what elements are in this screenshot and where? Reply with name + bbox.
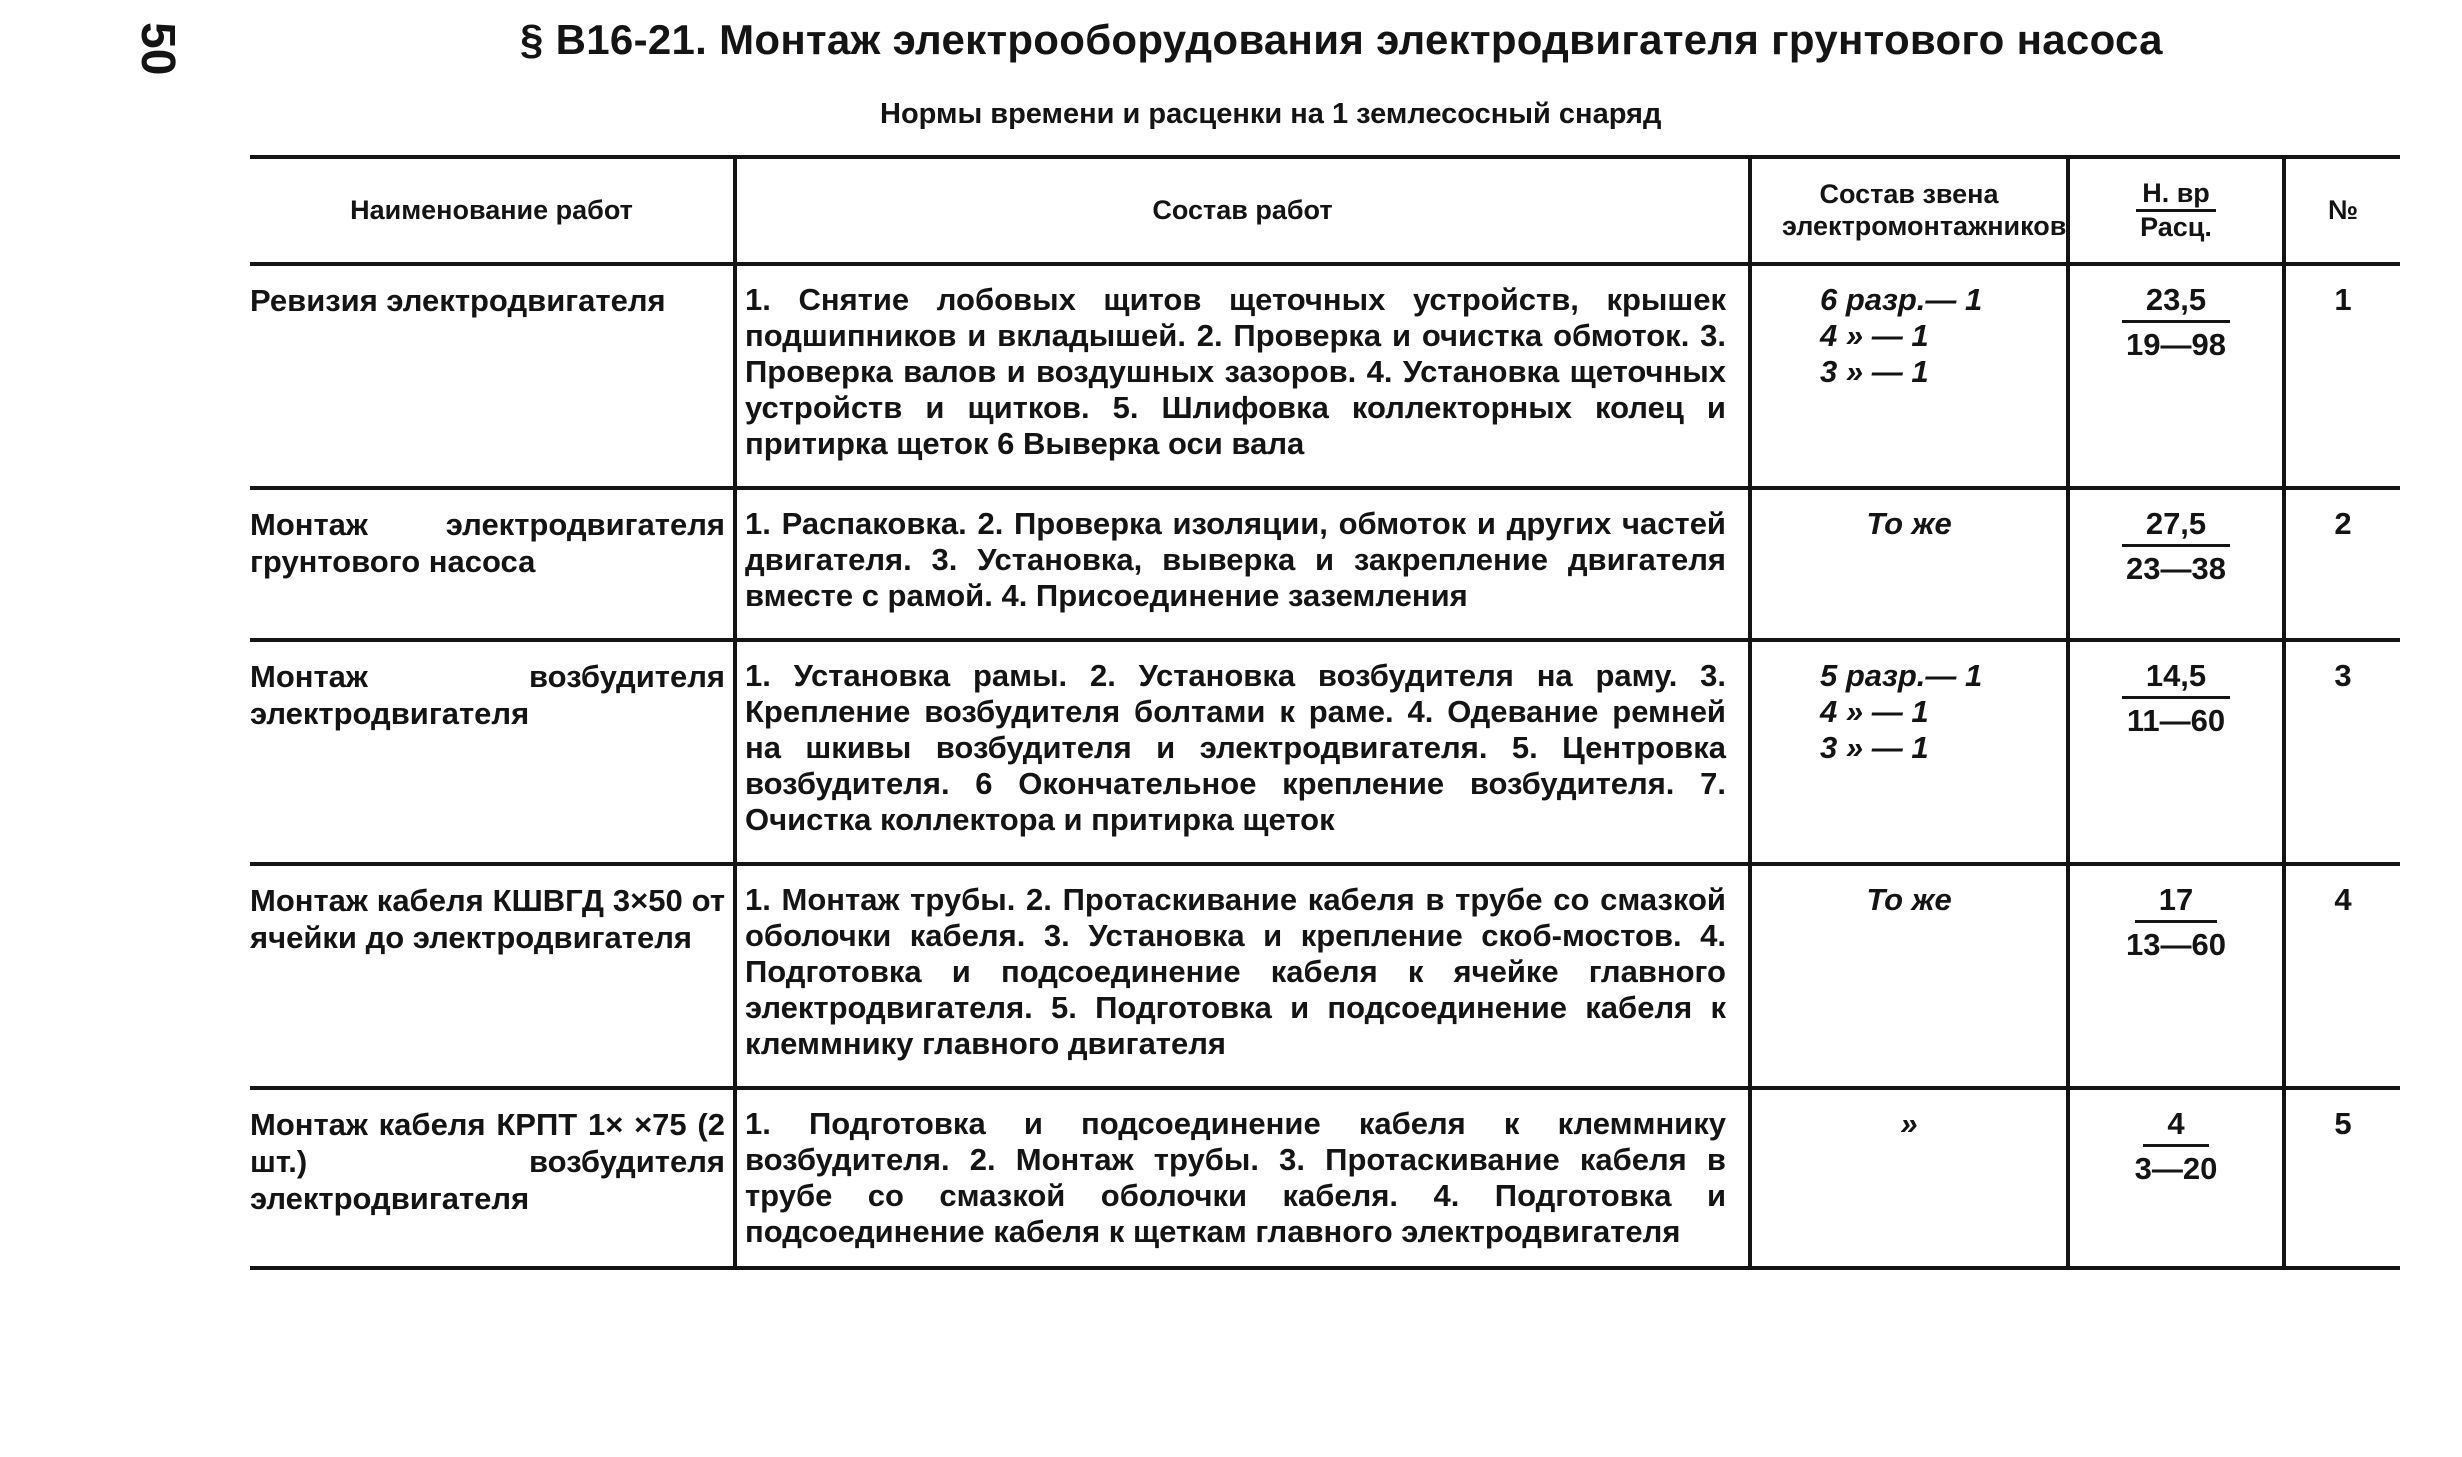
crew-line: 3 » — 1 <box>1820 730 1929 765</box>
work-name: Монтаж возбудителя электродвигателя <box>250 659 725 731</box>
row-number: 3 <box>2284 640 2400 864</box>
table-row <box>250 864 2400 1088</box>
norm-time-value: 23,5 <box>2122 282 2230 323</box>
work-name: Ревизия электродвигателя <box>250 283 666 318</box>
norm-time-value: 17 <box>2135 882 2217 923</box>
work-name: Монтаж кабеля КШВГД 3×50 от ячейки до электродвигателя <box>250 883 725 955</box>
rate-value: 13—60 <box>2126 927 2226 962</box>
crew-composition <box>1750 864 2068 1088</box>
header-norm-time: Н. вр <box>2136 178 2216 212</box>
table-row <box>250 640 2400 864</box>
norms-table <box>250 155 2400 1270</box>
row-number: 2 <box>2284 488 2400 640</box>
work-composition: 1. Распаковка. 2. Проверка изоляции, обмоток и других частей двигателя. 3. Установка, выверка и закрепление двигателя вместе с рамой. 4. Присоединение заземления <box>735 488 1750 640</box>
crew-line: 6 разр.— 1 <box>1820 282 1983 317</box>
header-rate: Расц. <box>2140 212 2212 242</box>
crew-composition <box>1750 488 2068 640</box>
section-title: § В16-21. Монтаж электрооборудования электродвигателя грунтового насоса <box>520 16 2163 63</box>
norm-time-value: 4 <box>2143 1106 2208 1147</box>
crew-composition <box>1750 1088 2068 1268</box>
crew-line: То же <box>1866 882 1952 917</box>
work-composition: 1. Установка рамы. 2. Установка возбудителя на раму. 3. Крепление возбудителя болтами к раме. 4. Одевание ремней на шкивы возбудителя и электродвигателя. 5. Центровка возбудителя. 6 Окончательное крепление возбудителя. 7. Очистка коллектора и притирка щеток <box>735 640 1750 864</box>
norm-and-rate <box>2068 640 2284 864</box>
work-name: Монтаж кабеля КРПТ 1× ×75 (2 шт.) возбудителя электродвигателя <box>250 1107 725 1216</box>
header-crew-label: Состав звена электромонтажников <box>1782 179 2067 241</box>
norm-time-value: 14,5 <box>2122 658 2230 699</box>
crew-line: То же <box>1866 506 1952 541</box>
rate-value: 11—60 <box>2126 703 2226 738</box>
page-number: 50 <box>131 22 184 76</box>
work-composition: 1. Подготовка и подсоединение кабеля к клеммнику возбудителя. 2. Монтаж трубы. 3. Протаскивание кабеля в трубе со смазкой оболочки кабеля. 4. Подготовка и подсоединение кабеля к щеткам главного электродвигателя <box>735 1088 1750 1268</box>
crew-line: 3 » — 1 <box>1820 354 1929 389</box>
header-name: Наименование работ <box>350 194 633 225</box>
row-number: 4 <box>2284 864 2400 1088</box>
rate-value: 23—38 <box>2126 551 2226 586</box>
norm-time-value: 27,5 <box>2122 506 2230 547</box>
norm-and-rate <box>2068 1088 2284 1268</box>
crew-composition <box>1750 264 2068 488</box>
rate-value: 3—20 <box>2134 1151 2218 1186</box>
crew-line: 4 » — 1 <box>1820 318 1929 353</box>
work-name: Монтаж электродвигателя грунтового насоса <box>250 507 725 579</box>
row-number: 5 <box>2284 1088 2400 1268</box>
table-row <box>250 488 2400 640</box>
rate-value: 19—98 <box>2126 327 2226 362</box>
norm-and-rate <box>2068 264 2284 488</box>
crew-line: » <box>1900 1106 1918 1141</box>
table-row <box>250 264 2400 488</box>
header-composition: Состав работ <box>735 157 1750 264</box>
row-number: 1 <box>2284 264 2400 488</box>
table-body <box>250 264 2400 1268</box>
section-subtitle: Нормы времени и расценки на 1 землесосный снаряд <box>880 98 1662 130</box>
work-composition: 1. Монтаж трубы. 2. Протаскивание кабеля в трубе со смазкой оболочки кабеля. 3. Установка и крепление скоб-мостов. 4. Подготовка и подсоединение кабеля к ячейке главного электродвигателя. 5. Подготовка и подсоединение кабеля к клеммнику главного двигателя <box>735 864 1750 1088</box>
table-row <box>250 1088 2400 1268</box>
crew-composition <box>1750 640 2068 864</box>
norm-and-rate <box>2068 864 2284 1088</box>
norm-and-rate <box>2068 488 2284 640</box>
header-number: № <box>2284 157 2400 264</box>
header-norm <box>2068 157 2284 264</box>
header-crew <box>1750 157 2068 264</box>
crew-line: 5 разр.— 1 <box>1820 658 1983 693</box>
crew-line: 4 » — 1 <box>1820 694 1929 729</box>
work-composition: 1. Снятие лобовых щитов щеточных устройств, крышек подшипников и вкладышей. 2. Проверка и очистка обмоток. 3. Проверка валов и воздушных зазоров. 4. Установка щеточных устройств и щитков. 5. Шлифовка коллекторных колец и притирка щеток 6 Выверка оси вала <box>735 264 1750 488</box>
table-header-row <box>250 157 2400 264</box>
